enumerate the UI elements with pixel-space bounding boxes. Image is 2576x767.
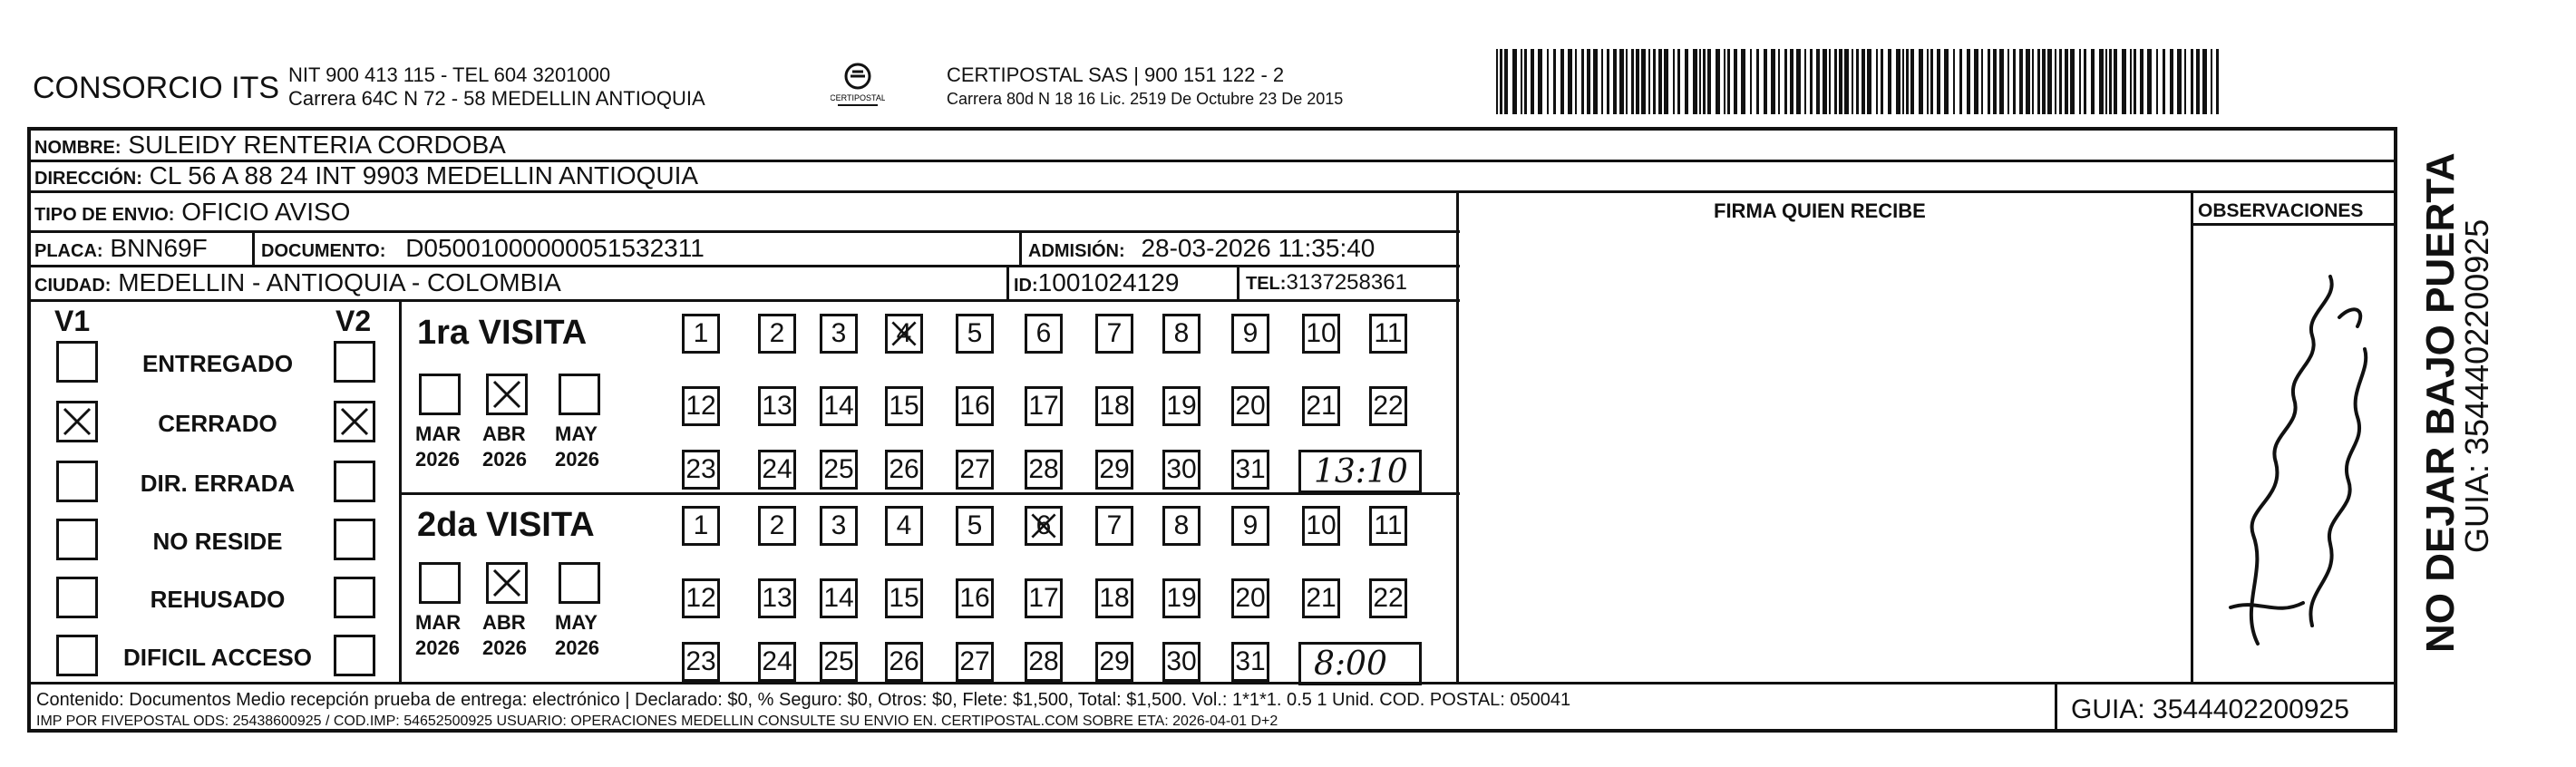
month-checkbox[interactable] <box>486 562 528 604</box>
month-checkbox[interactable] <box>419 374 461 415</box>
carrier-license: Carrera 80d N 18 16 Lic. 2519 De Octubre 23 De 2015 <box>947 90 1344 108</box>
month-label: MAY <box>555 611 598 634</box>
day-box[interactable]: 3 <box>820 506 858 546</box>
v2-header: V2 <box>335 305 372 337</box>
day-box[interactable]: 9 <box>1231 314 1269 354</box>
month-label: ABR <box>482 611 526 634</box>
day-box[interactable]: 3 <box>820 314 858 354</box>
day-box[interactable]: 31 <box>1231 642 1269 682</box>
year-label: 2026 <box>482 636 527 659</box>
status-label: CERRADO <box>158 410 277 437</box>
v2-checkbox[interactable] <box>334 635 375 676</box>
day-box[interactable]: 28 <box>1025 450 1063 490</box>
barcode <box>1496 49 2220 114</box>
day-box[interactable]: 24 <box>758 450 796 490</box>
day-box[interactable]: 8 <box>1162 506 1201 546</box>
year-label: 2026 <box>555 636 599 659</box>
day-box[interactable]: 6 <box>1025 506 1063 546</box>
month-label: MAY <box>555 422 598 445</box>
month-checkbox[interactable] <box>486 374 528 415</box>
day-box[interactable]: 2 <box>758 314 796 354</box>
v2-checkbox[interactable] <box>334 401 375 442</box>
day-box[interactable]: 18 <box>1095 386 1133 426</box>
day-box[interactable]: 30 <box>1162 642 1201 682</box>
day-box[interactable]: 20 <box>1231 578 1269 618</box>
year-label: 2026 <box>555 448 599 471</box>
day-box[interactable]: 12 <box>682 578 720 618</box>
recipient-name: SULEIDY RENTERIA CORDOBA <box>128 131 506 159</box>
status-label: REHUSADO <box>150 586 286 613</box>
day-box[interactable]: 27 <box>956 450 994 490</box>
svg-text:CERTIPOSTAL: CERTIPOSTAL <box>831 93 885 102</box>
day-box[interactable]: 1 <box>682 506 720 546</box>
day-box[interactable]: 27 <box>956 642 994 682</box>
side-guide: GUIA: 3544402200925 <box>2458 218 2495 553</box>
month-label: MAR <box>415 422 462 445</box>
company-name: CONSORCIO ITS <box>33 71 280 105</box>
status-label: NO RESIDE <box>152 528 283 555</box>
month-label: MAR <box>415 611 462 634</box>
certipostal-logo <box>831 58 885 112</box>
day-box[interactable]: 23 <box>682 450 720 490</box>
side-warning: NO DEJAR BAJO PUERTA <box>2418 152 2463 653</box>
day-box[interactable]: 5 <box>956 314 994 354</box>
day-box[interactable]: 26 <box>885 642 923 682</box>
year-label: 2026 <box>482 448 527 471</box>
day-box[interactable]: 7 <box>1095 506 1133 546</box>
v1-checkbox[interactable] <box>56 401 98 442</box>
status-label: DIR. ERRADA <box>140 470 296 497</box>
day-box[interactable]: 1 <box>682 314 720 354</box>
recipient-id: 1001024129 <box>1037 268 1180 296</box>
signature-header: FIRMA QUIEN RECIBE <box>1714 199 1926 222</box>
year-label: 2026 <box>415 448 460 471</box>
recipient-address: CL 56 A 88 24 INT 9903 MEDELLIN ANTIOQUIA <box>149 161 699 189</box>
document-label: DOCUMENTO: <box>261 241 386 261</box>
v2-checkbox[interactable] <box>334 461 375 502</box>
day-box[interactable]: 30 <box>1162 450 1201 490</box>
recipient-signature <box>2203 263 2385 653</box>
tel-label: TEL: <box>1246 274 1287 294</box>
footer-guide: GUIA: 3544402200925 <box>2071 694 2349 724</box>
document-number: D05001000000051532311 <box>405 234 705 262</box>
year-label: 2026 <box>415 636 460 659</box>
time-box[interactable] <box>1298 642 1422 685</box>
day-box[interactable]: 25 <box>820 642 858 682</box>
day-box[interactable]: 5 <box>956 506 994 546</box>
address-label: DIRECCIÓN: <box>34 169 142 189</box>
day-box[interactable]: 31 <box>1231 450 1269 490</box>
day-box[interactable]: 6 <box>1025 314 1063 354</box>
v2-checkbox[interactable] <box>334 341 375 383</box>
v1-checkbox[interactable] <box>56 577 98 618</box>
city-label: CIUDAD: <box>34 276 112 296</box>
day-box[interactable]: 10 <box>1302 314 1340 354</box>
day-box[interactable]: 15 <box>885 578 923 618</box>
recipient-tel: 3137258361 <box>1286 270 1407 295</box>
name-label: NOMBRE: <box>34 138 122 158</box>
second-visit-title: 2da VISITA <box>417 506 595 544</box>
day-box[interactable]: 8 <box>1162 314 1201 354</box>
day-box[interactable]: 23 <box>682 642 720 682</box>
day-box[interactable]: 17 <box>1025 578 1063 618</box>
day-box[interactable]: 29 <box>1095 450 1133 490</box>
status-label: DIFICIL ACCESO <box>122 644 312 671</box>
first-visit-title: 1ra VISITA <box>417 314 588 352</box>
month-checkbox[interactable] <box>419 562 461 604</box>
day-box[interactable]: 24 <box>758 642 796 682</box>
day-box[interactable]: 13 <box>758 386 796 426</box>
day-box[interactable]: 26 <box>885 450 923 490</box>
month-checkbox[interactable] <box>559 374 600 415</box>
day-box[interactable]: 10 <box>1302 506 1340 546</box>
day-box[interactable]: 15 <box>885 386 923 426</box>
carrier-name: CERTIPOSTAL SAS | 900 151 122 - 2 <box>947 63 1285 86</box>
day-box[interactable]: 17 <box>1025 386 1063 426</box>
type-label: TIPO DE ENVIO: <box>34 205 175 225</box>
status-label: ENTREGADO <box>141 350 294 377</box>
v2-checkbox[interactable] <box>334 519 375 560</box>
day-box[interactable]: 13 <box>758 578 796 618</box>
time-box[interactable] <box>1298 450 1422 493</box>
shipment-type: OFICIO AVISO <box>181 198 351 226</box>
month-label: ABR <box>482 422 526 445</box>
v1-checkbox[interactable] <box>56 341 98 383</box>
day-box[interactable]: 21 <box>1302 386 1340 426</box>
vehicle-plate: BNN69F <box>110 234 208 262</box>
day-box[interactable]: 19 <box>1162 578 1201 618</box>
admission-label: ADMISIÓN: <box>1028 241 1125 261</box>
footer-content: Contenido: Documentos Medio recepción prueba de entrega: electrónico | Declarado: $0, % Seguro: $0, Otros: $0, Flete: $1,500, Total: $1,500. Vol.: 1*1*1. 0.5 1 Unid. COD. POSTAL: 050041 <box>36 690 1571 710</box>
day-box[interactable]: 29 <box>1095 642 1133 682</box>
day-box[interactable]: 18 <box>1095 578 1133 618</box>
day-box[interactable]: 16 <box>956 578 994 618</box>
recipient-city: MEDELLIN - ANTIOQUIA - COLOMBIA <box>118 268 561 296</box>
day-box[interactable]: 22 <box>1369 578 1407 618</box>
visit-time: 8:00 <box>1314 646 1387 683</box>
day-box[interactable]: 7 <box>1095 314 1133 354</box>
day-box[interactable]: 11 <box>1369 506 1407 546</box>
visit-time: 13:10 <box>1314 453 1408 490</box>
day-box[interactable]: 25 <box>820 450 858 490</box>
day-box[interactable]: 28 <box>1025 642 1063 682</box>
v1-header: V1 <box>54 305 91 337</box>
plate-label: PLACA: <box>34 241 103 261</box>
footer-print-info: IMP POR FIVEPOSTAL ODS: 25438600925 / COD.IMP: 54652500925 USUARIO: OPERACIONES MEDELLIN CONSULTE SU ENVIO EN. CERTIPOSTAL.COM SOBRE ETA: 2026-04-01 D+2 <box>36 714 1278 729</box>
day-box[interactable]: 22 <box>1369 386 1407 426</box>
day-box[interactable]: 2 <box>758 506 796 546</box>
day-box[interactable]: 12 <box>682 386 720 426</box>
day-box[interactable]: 4 <box>885 506 923 546</box>
day-box[interactable]: 11 <box>1369 314 1407 354</box>
day-box[interactable]: 19 <box>1162 386 1201 426</box>
v2-checkbox[interactable] <box>334 577 375 618</box>
v1-checkbox[interactable] <box>56 519 98 560</box>
v1-checkbox[interactable] <box>56 635 98 676</box>
day-box[interactable]: 16 <box>956 386 994 426</box>
day-box[interactable]: 14 <box>820 386 858 426</box>
observations-header: OBSERVACIONES <box>2198 200 2364 221</box>
day-box[interactable]: 9 <box>1231 506 1269 546</box>
day-box[interactable]: 4 <box>885 314 923 354</box>
day-box[interactable]: 20 <box>1231 386 1269 426</box>
company-address: Carrera 64C N 72 - 58 MEDELLIN ANTIOQUIA <box>288 87 705 110</box>
id-label: ID: <box>1014 276 1038 296</box>
v1-checkbox[interactable] <box>56 461 98 502</box>
admission-date: 28-03-2026 11:35:40 <box>1141 234 1375 262</box>
day-box[interactable]: 21 <box>1302 578 1340 618</box>
month-checkbox[interactable] <box>559 562 600 604</box>
day-box[interactable]: 14 <box>820 578 858 618</box>
company-nit: NIT 900 413 115 - TEL 604 3201000 <box>288 63 611 86</box>
